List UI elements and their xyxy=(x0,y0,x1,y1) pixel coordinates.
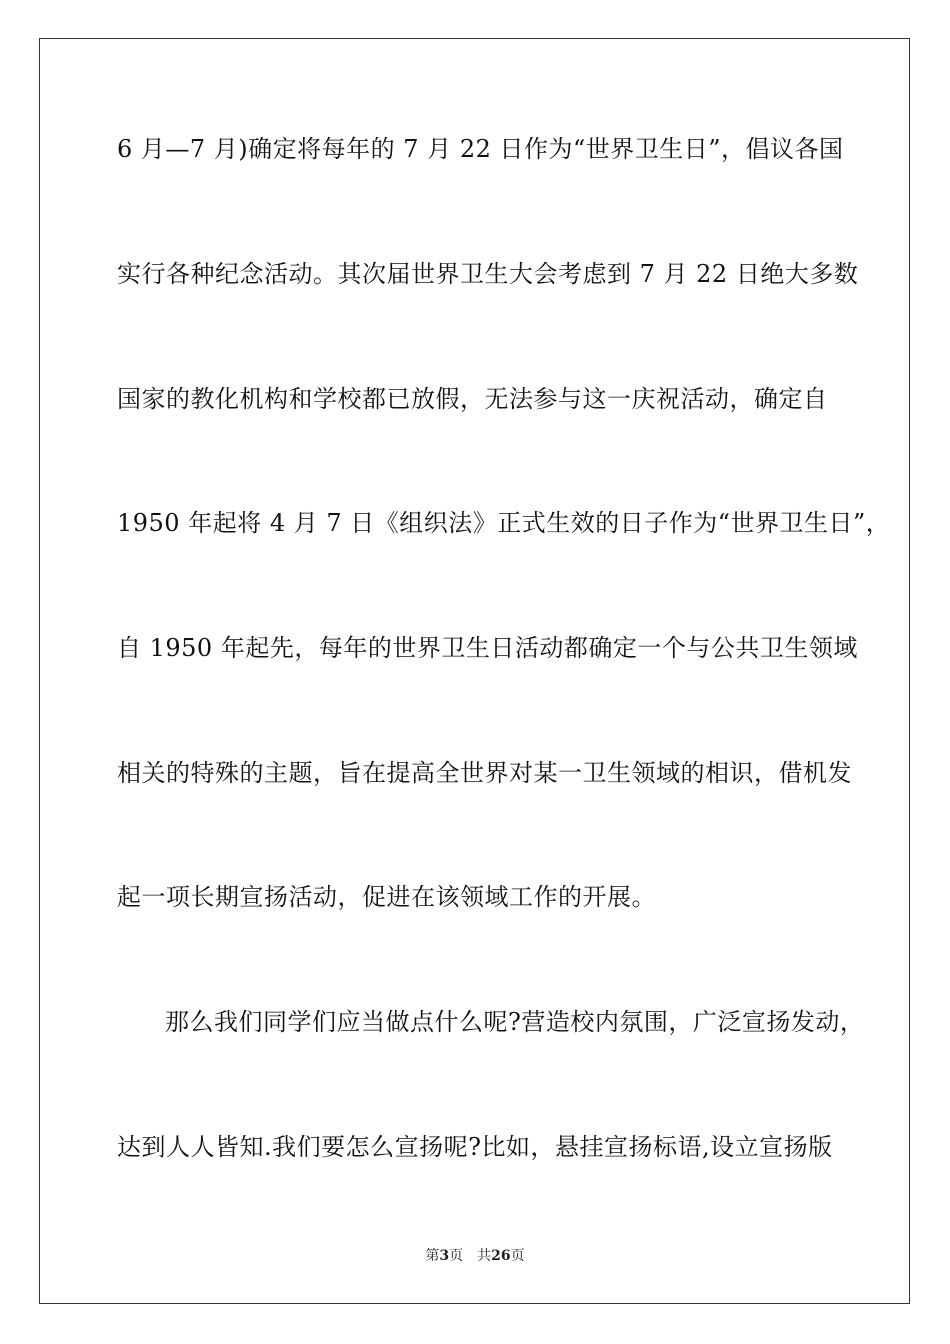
paragraph-line: 实行各种纪念活动。其次届世界卫生大会考虑到 7 月 22 日绝大多数 xyxy=(117,260,859,288)
total-prefix: 共 xyxy=(477,1248,492,1264)
paragraph-line: 1950 年起将 4 月 7 日《组织法》正式生效的日子作为“世界卫生日”， xyxy=(117,509,891,537)
paragraph-line: 达到人人皆知.我们要怎么宣扬呢?比如，悬挂宣扬标语,设立宣扬版 xyxy=(117,1133,833,1161)
page-number: 3 xyxy=(439,1248,450,1264)
page-prefix: 第 xyxy=(425,1248,440,1264)
page-suffix: 页 xyxy=(449,1248,464,1264)
paragraph-line: 相关的特殊的主题，旨在提高全世界对某一卫生领域的相识，借机发 xyxy=(117,759,852,787)
total-suffix: 页 xyxy=(510,1248,525,1264)
paragraph-line: 6 月—7 月)确定将每年的 7 月 22 日作为“世界卫生日”，倡议各国 xyxy=(117,135,844,163)
paragraph-line: 国家的教化机构和学校都已放假，无法参与这一庆祝活动，确定自 xyxy=(117,385,828,413)
paragraph-line-indented: 那么我们同学们应当做点什么呢?营造校内氛围，广泛宣扬发动， xyxy=(165,1008,865,1036)
paragraph-line: 自 1950 年起先，每年的世界卫生日活动都确定一个与公共卫生领域 xyxy=(117,634,858,662)
paragraph-line: 起一项长期宣扬活动，促进在该领域工作的开展。 xyxy=(117,883,656,911)
page-footer xyxy=(0,1247,950,1265)
page-border xyxy=(39,38,910,1304)
total-pages: 26 xyxy=(491,1248,511,1264)
